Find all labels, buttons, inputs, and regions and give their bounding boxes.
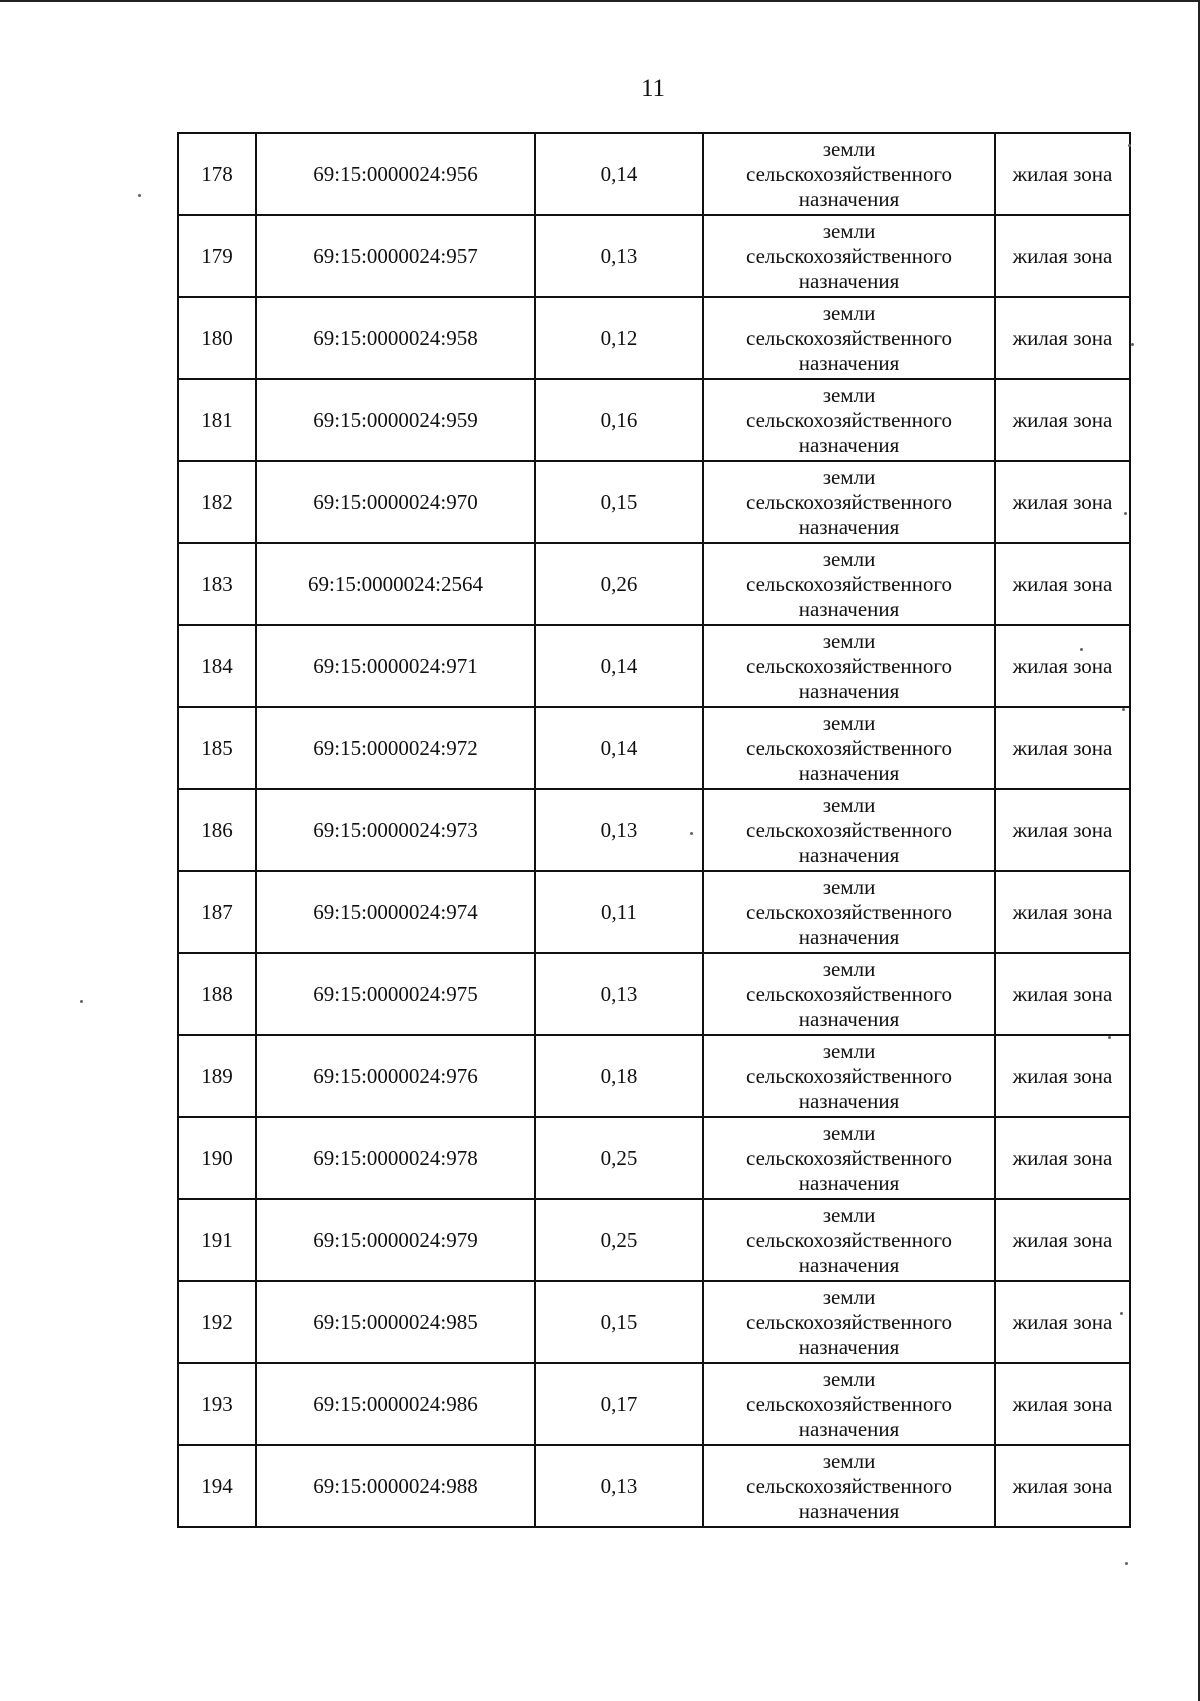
area-cell: 0,15: [535, 461, 703, 543]
land-category-cell: [703, 625, 995, 707]
zone-cell: жилая зона: [995, 789, 1130, 871]
page-edge-top: [0, 0, 1200, 2]
land-category-line: земли: [822, 1284, 876, 1309]
cadastral-number-cell: 69:15:0000024:988: [256, 1445, 535, 1527]
table-row: [178, 1363, 1130, 1445]
cadastral-number-cell: 69:15:0000024:972: [256, 707, 535, 789]
land-category-line: назначения: [798, 1334, 900, 1359]
land-category-line: земли: [822, 218, 876, 243]
zone-cell: жилая зона: [995, 1117, 1130, 1199]
scan-speck: [1131, 343, 1134, 346]
land-category-cell: [703, 379, 995, 461]
cadastral-number-cell: 69:15:0000024:970: [256, 461, 535, 543]
area-cell: 0,14: [535, 625, 703, 707]
row-number-cell: 182: [178, 461, 256, 543]
table-row: [178, 707, 1130, 789]
area-cell: 0,16: [535, 379, 703, 461]
land-category-line: земли: [822, 874, 876, 899]
table-row: [178, 1445, 1130, 1527]
row-number-cell: 178: [178, 133, 256, 215]
land-category-line: назначения: [798, 596, 900, 621]
cadastral-number-cell: 69:15:0000024:976: [256, 1035, 535, 1117]
zone-cell: жилая зона: [995, 953, 1130, 1035]
table-body: [178, 133, 1130, 1527]
land-category-line: земли: [822, 300, 876, 325]
row-number-cell: 183: [178, 543, 256, 625]
land-category-line: сельскохозяйственного: [746, 243, 952, 268]
land-category-line: сельскохозяйственного: [746, 981, 952, 1006]
zone-cell: жилая зона: [995, 543, 1130, 625]
table-row: [178, 1281, 1130, 1363]
land-category-line: земли: [822, 136, 876, 161]
land-category-cell: [703, 707, 995, 789]
area-cell: 0,17: [535, 1363, 703, 1445]
land-category-line: сельскохозяйственного: [746, 1309, 952, 1334]
row-number-cell: 188: [178, 953, 256, 1035]
scan-speck: [1108, 1036, 1111, 1039]
land-category-line: назначения: [798, 268, 900, 293]
scan-speck: [80, 1000, 83, 1003]
scan-speck: [1125, 1562, 1128, 1565]
land-category-line: земли: [822, 710, 876, 735]
row-number-cell: 192: [178, 1281, 256, 1363]
land-category-cell: [703, 1363, 995, 1445]
table-row: [178, 1199, 1130, 1281]
land-category-line: назначения: [798, 1416, 900, 1441]
land-plots-table: [177, 132, 1131, 1528]
land-category-line: земли: [822, 956, 876, 981]
scan-speck: [1122, 708, 1125, 711]
land-category-line: назначения: [798, 1252, 900, 1277]
land-category-line: сельскохозяйственного: [746, 407, 952, 432]
land-category-line: назначения: [798, 186, 900, 211]
zone-cell: жилая зона: [995, 133, 1130, 215]
row-number-cell: 191: [178, 1199, 256, 1281]
zone-cell: жилая зона: [995, 1445, 1130, 1527]
land-category-line: назначения: [798, 924, 900, 949]
land-category-line: сельскохозяйственного: [746, 489, 952, 514]
row-number-cell: 185: [178, 707, 256, 789]
land-category-line: сельскохозяйственного: [746, 571, 952, 596]
land-category-line: земли: [822, 792, 876, 817]
table-row: [178, 215, 1130, 297]
land-category-line: назначения: [798, 678, 900, 703]
scan-speck: [1128, 144, 1131, 147]
land-category-cell: [703, 871, 995, 953]
land-category-cell: [703, 215, 995, 297]
table-row: [178, 461, 1130, 543]
cadastral-number-cell: 69:15:0000024:956: [256, 133, 535, 215]
cadastral-number-cell: 69:15:0000024:975: [256, 953, 535, 1035]
area-cell: 0,13: [535, 1445, 703, 1527]
land-category-line: земли: [822, 1448, 876, 1473]
table-row: [178, 379, 1130, 461]
land-category-line: сельскохозяйственного: [746, 161, 952, 186]
land-category-line: сельскохозяйственного: [746, 1145, 952, 1170]
row-number-cell: 194: [178, 1445, 256, 1527]
land-category-line: сельскохозяйственного: [746, 653, 952, 678]
row-number-cell: 190: [178, 1117, 256, 1199]
zone-cell: жилая зона: [995, 1281, 1130, 1363]
cadastral-number-cell: 69:15:0000024:971: [256, 625, 535, 707]
scan-speck: [138, 194, 141, 197]
page-number: 11: [640, 75, 666, 102]
area-cell: 0,13: [535, 215, 703, 297]
table-row: [178, 297, 1130, 379]
land-category-line: земли: [822, 464, 876, 489]
area-cell: 0,25: [535, 1117, 703, 1199]
land-category-cell: [703, 789, 995, 871]
area-cell: 0,12: [535, 297, 703, 379]
table-row: [178, 133, 1130, 215]
cadastral-number-cell: 69:15:0000024:978: [256, 1117, 535, 1199]
table-row: [178, 1117, 1130, 1199]
land-category-line: сельскохозяйственного: [746, 735, 952, 760]
land-category-line: назначения: [798, 350, 900, 375]
land-category-line: земли: [822, 1120, 876, 1145]
land-category-cell: [703, 1445, 995, 1527]
land-category-cell: [703, 1035, 995, 1117]
land-category-line: назначения: [798, 842, 900, 867]
land-category-line: сельскохозяйственного: [746, 817, 952, 842]
cadastral-number-cell: 69:15:0000024:979: [256, 1199, 535, 1281]
scan-speck: [1080, 648, 1083, 651]
table-row: [178, 953, 1130, 1035]
zone-cell: жилая зона: [995, 625, 1130, 707]
cadastral-number-cell: 69:15:0000024:958: [256, 297, 535, 379]
zone-cell: жилая зона: [995, 215, 1130, 297]
zone-cell: жилая зона: [995, 1363, 1130, 1445]
row-number-cell: 181: [178, 379, 256, 461]
area-cell: 0,18: [535, 1035, 703, 1117]
land-category-line: назначения: [798, 514, 900, 539]
table-row: [178, 543, 1130, 625]
table-row: [178, 625, 1130, 707]
cadastral-number-cell: 69:15:0000024:985: [256, 1281, 535, 1363]
land-category-cell: [703, 133, 995, 215]
area-cell: 0,14: [535, 707, 703, 789]
land-category-cell: [703, 461, 995, 543]
area-cell: 0,26: [535, 543, 703, 625]
row-number-cell: 186: [178, 789, 256, 871]
zone-cell: жилая зона: [995, 379, 1130, 461]
land-category-line: назначения: [798, 760, 900, 785]
land-category-line: назначения: [798, 1498, 900, 1523]
land-category-cell: [703, 1281, 995, 1363]
area-cell: 0,15: [535, 1281, 703, 1363]
area-cell: 0,13: [535, 953, 703, 1035]
zone-cell: жилая зона: [995, 461, 1130, 543]
table-row: [178, 1035, 1130, 1117]
area-cell: 0,14: [535, 133, 703, 215]
area-cell: 0,11: [535, 871, 703, 953]
land-category-line: сельскохозяйственного: [746, 1063, 952, 1088]
row-number-cell: 189: [178, 1035, 256, 1117]
scan-speck: [1124, 512, 1127, 515]
row-number-cell: 184: [178, 625, 256, 707]
land-category-line: земли: [822, 628, 876, 653]
land-category-line: земли: [822, 1038, 876, 1063]
table-row: [178, 871, 1130, 953]
row-number-cell: 187: [178, 871, 256, 953]
zone-cell: жилая зона: [995, 871, 1130, 953]
cadastral-number-cell: 69:15:0000024:973: [256, 789, 535, 871]
cadastral-number-cell: 69:15:0000024:959: [256, 379, 535, 461]
land-category-line: сельскохозяйственного: [746, 1391, 952, 1416]
area-cell: 0,25: [535, 1199, 703, 1281]
area-cell: 0,13: [535, 789, 703, 871]
zone-cell: жилая зона: [995, 1035, 1130, 1117]
land-category-cell: [703, 1117, 995, 1199]
land-category-line: сельскохозяйственного: [746, 899, 952, 924]
land-category-line: сельскохозяйственного: [746, 1227, 952, 1252]
land-category-line: сельскохозяйственного: [746, 1473, 952, 1498]
zone-cell: жилая зона: [995, 297, 1130, 379]
zone-cell: жилая зона: [995, 707, 1130, 789]
land-category-line: земли: [822, 1202, 876, 1227]
land-category-line: сельскохозяйственного: [746, 325, 952, 350]
land-category-line: назначения: [798, 1006, 900, 1031]
land-category-line: земли: [822, 1366, 876, 1391]
scan-speck: [690, 832, 693, 835]
land-category-cell: [703, 953, 995, 1035]
land-category-cell: [703, 1199, 995, 1281]
land-category-cell: [703, 543, 995, 625]
land-category-line: земли: [822, 382, 876, 407]
land-category-line: назначения: [798, 1088, 900, 1113]
row-number-cell: 179: [178, 215, 256, 297]
cadastral-number-cell: 69:15:0000024:986: [256, 1363, 535, 1445]
land-category-line: назначения: [798, 1170, 900, 1195]
table-row: [178, 789, 1130, 871]
scan-speck: [1120, 1312, 1123, 1315]
land-category-cell: [703, 297, 995, 379]
land-category-line: назначения: [798, 432, 900, 457]
row-number-cell: 180: [178, 297, 256, 379]
cadastral-number-cell: 69:15:0000024:2564: [256, 543, 535, 625]
row-number-cell: 193: [178, 1363, 256, 1445]
land-category-line: земли: [822, 546, 876, 571]
cadastral-number-cell: 69:15:0000024:974: [256, 871, 535, 953]
zone-cell: жилая зона: [995, 1199, 1130, 1281]
cadastral-number-cell: 69:15:0000024:957: [256, 215, 535, 297]
